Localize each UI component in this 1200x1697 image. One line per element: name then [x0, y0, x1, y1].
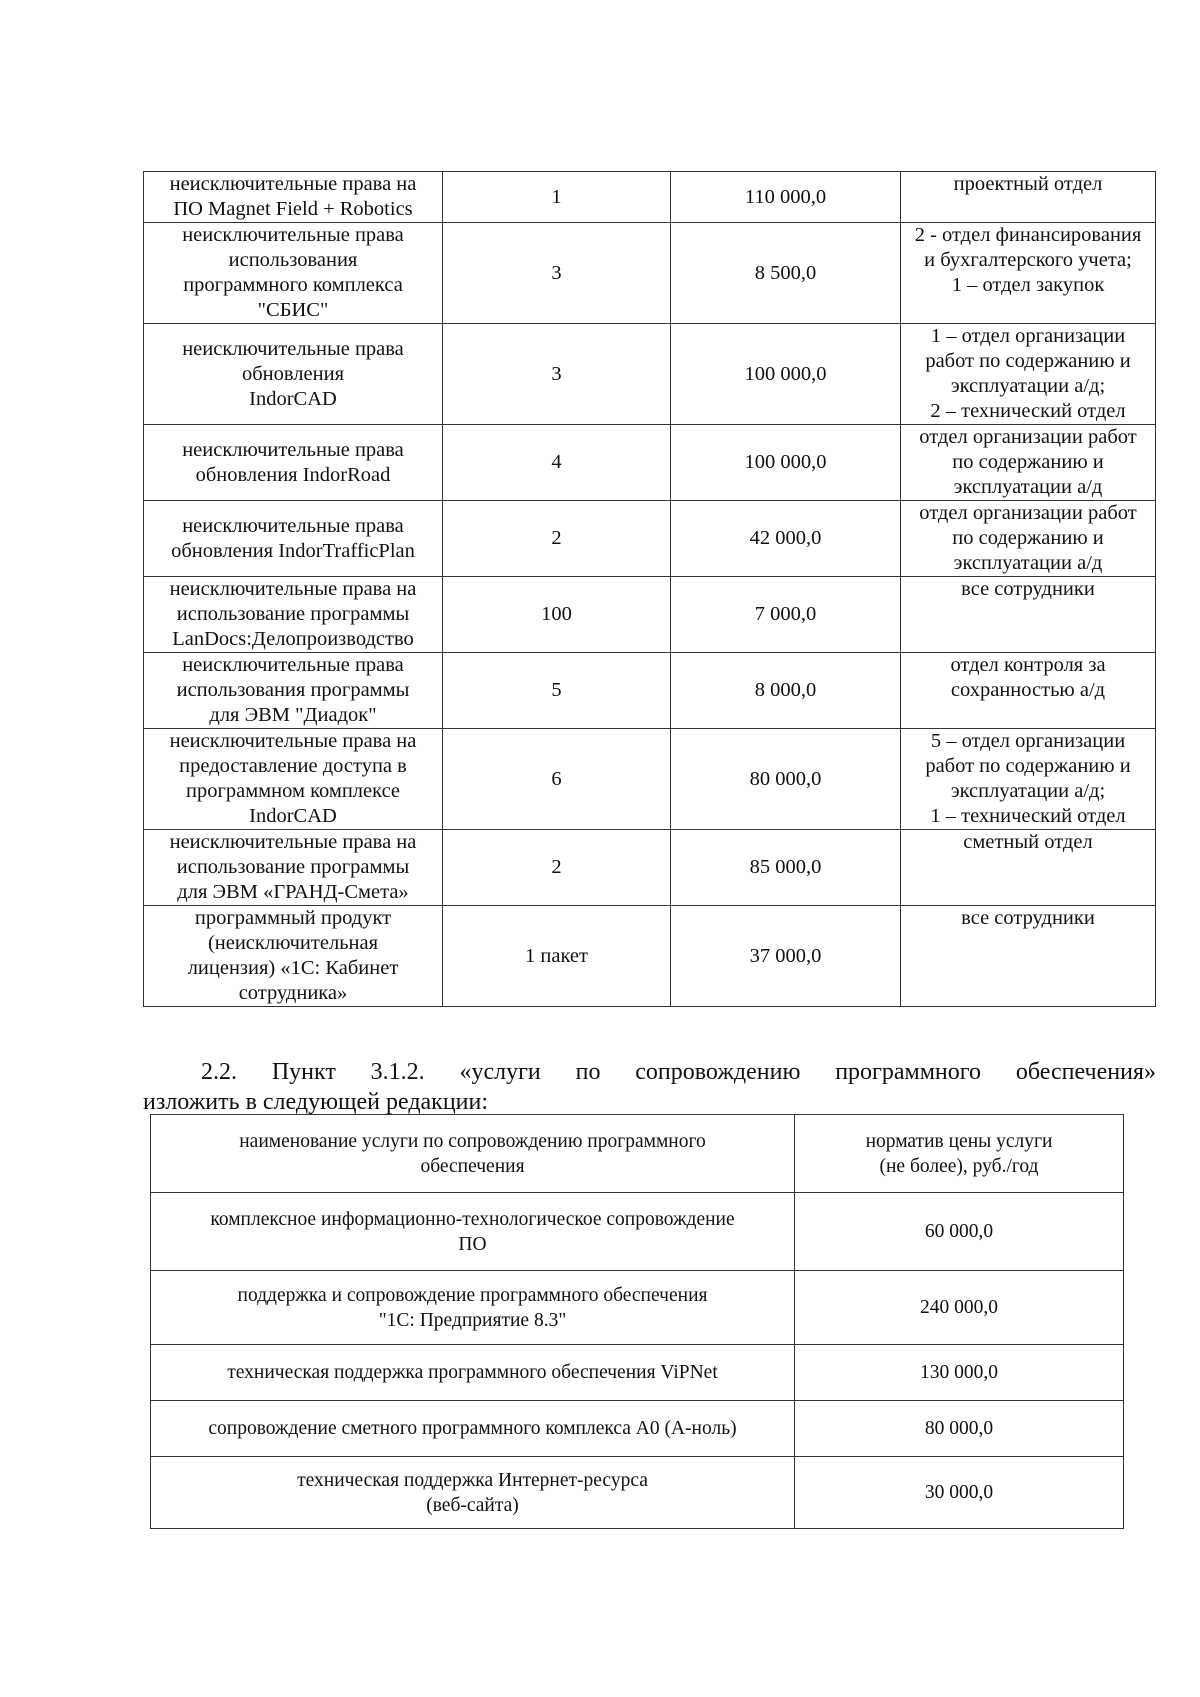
table-row: [144, 577, 1156, 653]
service-name-line: сопровождение сметного программного комплекса А0 (А-ноль): [208, 1418, 737, 1439]
paragraph-word: по: [575, 1059, 601, 1085]
service-name-line: техническая поддержка программного обеспечения ViPNet: [227, 1362, 718, 1383]
license-name: [144, 425, 443, 501]
license-qty: 1 пакет: [443, 906, 671, 1007]
license-dept-line: проектный отдел: [953, 173, 1103, 195]
license-dept-line: эксплуатации а/д;: [950, 780, 1106, 802]
paragraph-line1: [143, 1057, 1156, 1087]
paragraph-word: Пункт: [271, 1059, 336, 1085]
license-dept-line: отдел организации работ: [919, 502, 1137, 524]
license-name: [144, 830, 443, 906]
license-name: [144, 577, 443, 653]
license-qty: 5: [443, 653, 671, 729]
service-price-header-line: (не более), руб./год: [879, 1155, 1039, 1177]
license-dept: [901, 172, 1156, 223]
table-row: [144, 906, 1156, 1007]
service-price: 60 000,0: [795, 1193, 1124, 1271]
service-name-line: ПО: [458, 1233, 487, 1255]
license-name-line: обновления IndorRoad: [195, 463, 391, 486]
service-name-header-line: обеспечения: [420, 1155, 525, 1177]
license-dept-line: по содержанию и: [952, 451, 1104, 473]
paragraph-number: 2.2.: [201, 1059, 237, 1085]
table-row: [144, 501, 1156, 577]
license-name-line: неисключительные права: [182, 654, 404, 676]
paragraph-word: сопровождению: [635, 1059, 801, 1085]
license-qty: 2: [443, 830, 671, 906]
service-name-header-line: наименование услуги по сопровождению программного: [239, 1130, 706, 1152]
table-row: [144, 223, 1156, 324]
license-name: [144, 729, 443, 830]
service-name-header: [151, 1115, 795, 1193]
license-dept-line: и бухгалтерского учета;: [924, 249, 1132, 271]
license-dept: [901, 425, 1156, 501]
license-name-line: программном комплексе: [185, 780, 401, 802]
service-name: [151, 1193, 795, 1271]
license-dept-line: 2 - отдел финансирования: [914, 224, 1142, 246]
license-qty: 4: [443, 425, 671, 501]
table-row: [151, 1193, 1124, 1271]
license-dept-line: эксплуатации а/д: [953, 476, 1103, 498]
service-name-line: поддержка и сопровождение программного обеспечения: [237, 1284, 708, 1306]
license-qty: 3: [443, 223, 671, 324]
license-dept-line: работ по содержанию и: [925, 350, 1131, 372]
license-price: 8 500,0: [671, 223, 901, 324]
license-dept-line: сохранностью а/д: [950, 679, 1106, 701]
license-price: 110 000,0: [671, 172, 901, 223]
license-qty: 3: [443, 324, 671, 425]
license-name-line: неисключительные права на: [169, 831, 417, 853]
licenses-table: [143, 171, 1156, 1007]
paragraph-word: обеспечения»: [1015, 1059, 1156, 1085]
license-dept: [901, 223, 1156, 324]
license-dept-line: работ по содержанию и: [925, 755, 1131, 777]
service-name-line: (веб-сайта): [426, 1494, 519, 1516]
license-dept-line: эксплуатации а/д;: [950, 375, 1106, 397]
license-name-line: неисключительные права: [182, 438, 404, 461]
license-name: [144, 172, 443, 223]
license-name-line: сотрудника»: [238, 982, 348, 1004]
license-price: 80 000,0: [671, 729, 901, 830]
license-name-line: использования: [228, 249, 358, 271]
license-name-line: лицензия) «1С: Кабинет: [187, 957, 399, 979]
license-name-line: обновления IndorTrafficPlan: [171, 539, 415, 562]
license-name-line: для ЭВМ «ГРАНД-Смета»: [177, 881, 409, 903]
service-price-header-line: норматив цены услуги: [865, 1130, 1053, 1152]
service-name: [151, 1345, 795, 1401]
service-name: [151, 1401, 795, 1457]
license-name: [144, 501, 443, 577]
service-price: 240 000,0: [795, 1271, 1124, 1345]
license-dept-line: эксплуатации а/д: [953, 552, 1103, 574]
table-row: [151, 1401, 1124, 1457]
table-row: [144, 830, 1156, 906]
table-row: [144, 653, 1156, 729]
service-price: 30 000,0: [795, 1457, 1124, 1529]
license-dept: [901, 906, 1156, 1007]
license-dept-line: отдел контроля за: [950, 654, 1106, 676]
service-name: [151, 1457, 795, 1529]
license-name-line: неисключительные права: [182, 337, 404, 360]
license-name-line: ПО Magnet Field + Robotics: [173, 198, 413, 220]
license-name-line: IndorCAD: [249, 805, 337, 827]
license-dept-line: 1 – отдел организации: [930, 325, 1126, 347]
license-price: 8 000,0: [671, 653, 901, 729]
license-qty: 2: [443, 501, 671, 577]
license-dept: [901, 653, 1156, 729]
license-dept-line: отдел организации работ: [919, 426, 1137, 448]
license-dept-line: 5 – отдел организации: [930, 730, 1126, 752]
services-table: [150, 1114, 1124, 1529]
license-name-line: неисключительные права на: [169, 173, 417, 195]
license-name: [144, 324, 443, 425]
license-price: 37 000,0: [671, 906, 901, 1007]
paragraph-line2: изложить в следующей редакции:: [143, 1089, 489, 1115]
table-row: [144, 425, 1156, 501]
license-name-line: неисключительные права на: [169, 730, 417, 752]
license-dept: [901, 729, 1156, 830]
license-name-line: использование программы: [176, 603, 410, 625]
license-qty: 1: [443, 172, 671, 223]
license-dept-line: 2 – технический отдел: [930, 400, 1126, 422]
license-name-line: для ЭВМ "Диадок": [209, 704, 377, 726]
license-dept-line: по содержанию и: [952, 527, 1104, 549]
table-row: [151, 1345, 1124, 1401]
license-name: [144, 906, 443, 1007]
license-name: [144, 223, 443, 324]
service-name-line: комплексное информационно-технологическое сопровождение: [210, 1208, 735, 1230]
license-name-line: (неисключительная: [207, 932, 379, 954]
license-dept-line: 1 – технический отдел: [930, 805, 1126, 827]
paragraph-word: программного: [835, 1059, 982, 1085]
service-name-line: "1С: Предприятие 8.3": [378, 1309, 567, 1331]
license-price: 100 000,0: [671, 324, 901, 425]
table-header-row: [151, 1115, 1124, 1193]
service-price: 80 000,0: [795, 1401, 1124, 1457]
license-name-line: LanDocs:Делопроизводство: [172, 628, 414, 650]
table-row: [144, 729, 1156, 830]
table-row: [144, 172, 1156, 223]
license-dept-line: все сотрудники: [961, 578, 1095, 600]
paragraph-2-2: [143, 1057, 1156, 1117]
service-price: 130 000,0: [795, 1345, 1124, 1401]
license-dept: [901, 577, 1156, 653]
license-name-line: неисключительные права: [182, 514, 404, 537]
license-name-line: "СБИС": [257, 299, 329, 321]
license-name-line: неисключительные права на: [169, 578, 417, 600]
license-name-line: обновления: [241, 362, 344, 385]
license-name-line: использование программы: [176, 856, 410, 878]
license-name-line: программный продукт: [194, 907, 392, 929]
license-name-line: программного комплекса: [183, 274, 403, 296]
paragraph-word: 3.1.2.: [370, 1059, 425, 1085]
license-price: 85 000,0: [671, 830, 901, 906]
license-name-line: использования программы: [176, 679, 410, 701]
service-price-header: [795, 1115, 1124, 1193]
license-name-line: предоставление доступа в: [179, 755, 407, 777]
license-dept-line: 1 – отдел закупок: [951, 274, 1105, 296]
license-dept: [901, 324, 1156, 425]
license-price: 42 000,0: [671, 501, 901, 577]
license-price: 100 000,0: [671, 425, 901, 501]
license-name-line: неисключительные права: [182, 224, 404, 246]
license-name-line: IndorCAD: [249, 387, 337, 410]
license-name: [144, 653, 443, 729]
license-qty: 6: [443, 729, 671, 830]
license-dept-line: все сотрудники: [961, 907, 1095, 929]
service-name: [151, 1271, 795, 1345]
table-row: [151, 1271, 1124, 1345]
service-name-line: техническая поддержка Интернет-ресурса: [297, 1469, 648, 1491]
table-row: [144, 324, 1156, 425]
license-dept: [901, 501, 1156, 577]
license-price: 7 000,0: [671, 577, 901, 653]
table-row: [151, 1457, 1124, 1529]
paragraph-word: «услуги: [459, 1059, 541, 1085]
license-dept: [901, 830, 1156, 906]
license-qty: 100: [443, 577, 671, 653]
license-dept-line: сметный отдел: [963, 831, 1093, 853]
